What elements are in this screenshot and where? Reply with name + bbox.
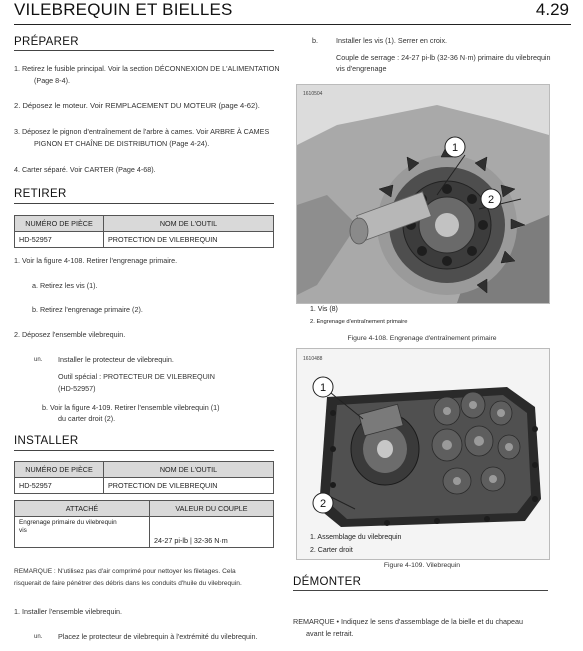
tool-table-installer bbox=[14, 461, 274, 494]
table-cell bbox=[15, 517, 150, 548]
section-rule bbox=[14, 203, 274, 204]
callout-1: 1 bbox=[451, 142, 459, 154]
torque-item-line: vis bbox=[19, 527, 27, 534]
torque-spec: Couple de serrage : 24-27 pi-lb (32-36 N·m) primaire du vilebrequin bbox=[336, 53, 551, 62]
callout-2: 2 bbox=[319, 498, 327, 510]
step-marker: un. bbox=[34, 357, 43, 363]
callout-1: 1 bbox=[319, 382, 327, 394]
table-row bbox=[15, 517, 274, 548]
crankshaft-illustration bbox=[297, 349, 549, 559]
note-text: risquerait de faire pénétrer des débris dans les conduits d'huile du vilebrequin. bbox=[14, 580, 242, 587]
step-text: b. Retirez l'engrenage primaire (2). bbox=[32, 305, 143, 314]
torque-item-line: Engrenage primaire du vilebrequin bbox=[19, 519, 117, 526]
figure-caption: Figure 4-109. Vilebrequin bbox=[383, 562, 461, 569]
torque-table bbox=[14, 500, 274, 548]
table-header: NUMÉRO DE PIÈCE bbox=[15, 216, 104, 232]
table-cell: PROTECTION DE VILEBREQUIN bbox=[104, 232, 274, 248]
step-text: 4. Carter séparé. Voir CARTER (Page 4-68). bbox=[14, 165, 156, 174]
table-row bbox=[15, 232, 274, 248]
note-text: avant le retrait. bbox=[306, 629, 354, 638]
page-title: VILEBREQUIN ET BIELLES bbox=[14, 0, 233, 19]
section-rule bbox=[14, 450, 274, 451]
figure-id: 1610504 bbox=[303, 91, 323, 97]
step-text: 2. Déposez le moteur. Voir REMPLACEMENT DU MOTEUR (page 4-62). bbox=[14, 101, 260, 110]
step-text: 2. Déposez l'ensemble vilebrequin. bbox=[14, 330, 126, 339]
step-text: 1. Retirez le fusible principal. Voir la section DÉCONNEXION DE L'ALIMENTATION bbox=[14, 64, 280, 73]
torque-spec: vis d'engrenage bbox=[336, 64, 387, 73]
figure-id: 1610488 bbox=[303, 356, 323, 362]
step-marker: un. bbox=[34, 634, 43, 640]
tool-note: Outil spécial : PROTECTEUR DE VILEBREQUIN bbox=[58, 372, 215, 381]
page-number: 4.29 bbox=[535, 0, 569, 19]
table-header: VALEUR DU COUPLE bbox=[150, 501, 274, 517]
step-text: du carter droit (2). bbox=[58, 414, 116, 423]
section-heading-installer: INSTALLER bbox=[14, 435, 79, 447]
table-header: NOM DE L'OUTIL bbox=[104, 216, 274, 232]
figure-primary-gear bbox=[296, 84, 550, 304]
section-heading-preparer: PRÉPARER bbox=[14, 36, 79, 48]
table-cell: HD-52957 bbox=[15, 478, 104, 494]
section-heading-retirer: RETIRER bbox=[14, 188, 67, 200]
table-cell: HD-52957 bbox=[15, 232, 104, 248]
section-rule bbox=[293, 590, 548, 591]
table-header: NOM DE L'OUTIL bbox=[104, 462, 274, 478]
step-text: b. Voir la figure 4-109. Retirer l'ensemble vilebrequin (1) bbox=[42, 403, 220, 412]
legend-item: 1. Assemblage du vilebrequin bbox=[310, 534, 402, 541]
figure-crankshaft bbox=[296, 348, 550, 560]
header-rule bbox=[14, 24, 571, 25]
callout-2: 2 bbox=[487, 194, 495, 206]
table-cell: PROTECTION DE VILEBREQUIN bbox=[104, 478, 274, 494]
step-text: 1. Voir la figure 4-108. Retirer l'engrenage primaire. bbox=[14, 256, 178, 265]
step-text: Installer le protecteur de vilebrequin. bbox=[58, 355, 174, 364]
table-row bbox=[15, 478, 274, 494]
section-rule bbox=[14, 50, 274, 51]
table-cell: 24-27 pi-lb | 32-36 N·m bbox=[150, 517, 274, 548]
step-text: 1. Installer l'ensemble vilebrequin. bbox=[14, 607, 123, 616]
table-header: ATTACHÉ bbox=[15, 501, 150, 517]
note-text: REMARQUE • Indiquez le sens d'assemblage de la bielle et du chapeau bbox=[293, 617, 524, 626]
step-text: (Page 8-4). bbox=[34, 76, 70, 85]
step-text: Placez le protecteur de vilebrequin à l'extrémité du vilebrequin. bbox=[58, 632, 258, 641]
step-text: PIGNON ET CHAÎNE DE DISTRIBUTION (Page 4-24). bbox=[34, 139, 210, 148]
table-header: NUMÉRO DE PIÈCE bbox=[15, 462, 104, 478]
step-text: a. Retirez les vis (1). bbox=[32, 281, 98, 290]
legend-item: 1. Vis (8) bbox=[310, 306, 338, 313]
section-heading-demonter: DÉMONTER bbox=[293, 576, 362, 588]
step-text: 3. Déposez le pignon d'entraînement de l'arbre à cames. Voir ARBRE À CAMES bbox=[14, 127, 270, 136]
primary-gear-illustration bbox=[297, 85, 549, 303]
legend-item: 2. Engrenage d'entraînement primaire bbox=[310, 319, 408, 325]
note-text: REMARQUE : N'utilisez pas d'air comprimé pour nettoyer les filetages. Cela bbox=[14, 568, 236, 575]
step-marker: b. bbox=[312, 36, 318, 45]
figure-caption: Figure 4-108. Engrenage d'entraînement primaire bbox=[347, 335, 497, 342]
tool-note: (HD-52957) bbox=[58, 384, 96, 393]
legend-item: 2. Carter droit bbox=[310, 547, 353, 554]
step-text: Installer les vis (1). Serrer en croix. bbox=[336, 36, 448, 45]
tool-table-retirer bbox=[14, 215, 274, 248]
